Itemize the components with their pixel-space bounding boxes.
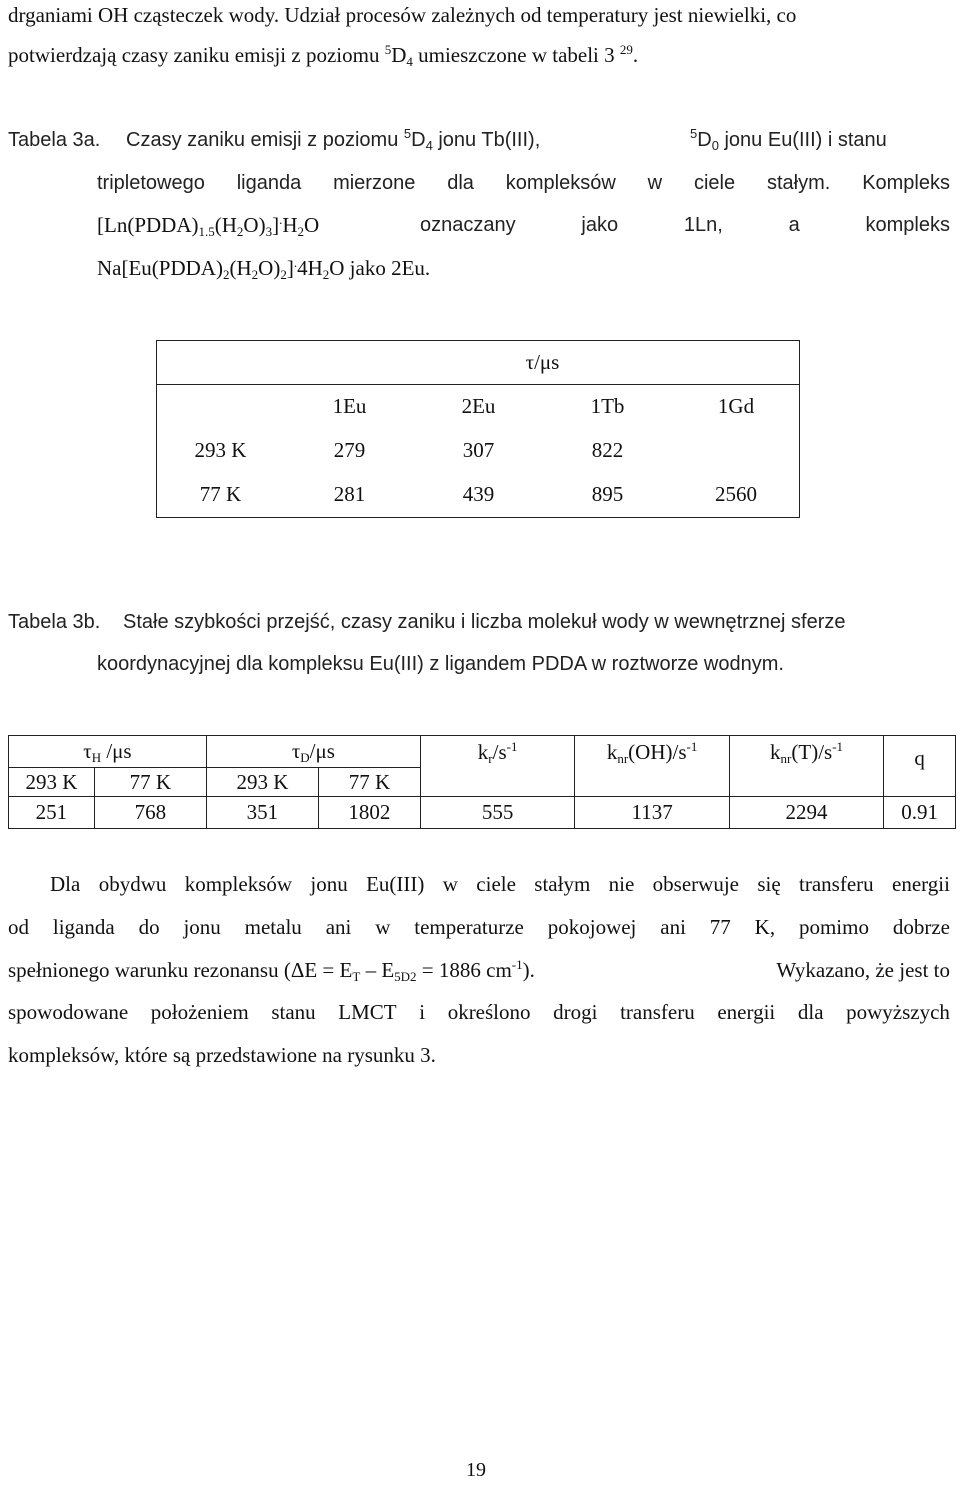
table-row <box>156 340 800 384</box>
paragraph-line-5: kompleksów, które są przedstawione na rysunku 3. <box>8 1043 436 1067</box>
caption-3b-line-2: koordynacyjnej dla kompleksu Eu(III) z ligandem PDDA w roztworze wodnym. <box>97 653 784 675</box>
table-3a-label: Tabela 3a. <box>8 129 101 151</box>
table-cell: 351 <box>206 797 318 829</box>
paragraph-line-1: Dla obydwu kompleksów jonu Eu(III) w ciele stałym nie obserwuje się transferu energii <box>50 872 950 896</box>
table-cell: 555 <box>420 797 574 829</box>
column-header-tau-d: $\tau_D/\mu s$ <box>206 736 420 768</box>
table-cell: 768 <box>94 797 206 829</box>
caption-3a-line-1b: $^5D_0$ jonu Eu(III) i stanu <box>690 126 887 153</box>
table-cell: 895 <box>591 481 624 506</box>
column-header-1tb: 1Tb <box>590 393 625 418</box>
intro-line-2: potwierdzają czasy zaniku emisji z poziomu $^5D_4$ umieszczone w tabeli 3 $^{29}$. <box>8 42 639 69</box>
column-header-tau-h: $\tau_H$ /μs <box>9 736 207 768</box>
temp-header: 77 K <box>318 768 420 797</box>
column-header-1eu: 1Eu <box>332 393 367 418</box>
table-cell: 251 <box>9 797 95 829</box>
intro-line-1: drganiami OH cząsteczek wody. Udział procesów zależnych od temperatury jest niewielki, co <box>8 3 797 27</box>
row-label: 293 K <box>194 437 247 462</box>
table-cell: 2294 <box>729 797 883 829</box>
table-3a-header: τ/μs <box>525 349 560 374</box>
table-3b-label: Tabela 3b. <box>8 611 101 633</box>
table-row <box>156 472 800 516</box>
caption-3a-line-1: Czasy zaniku emisji z poziomu $^5D_4$ jonu Tb(III), <box>126 126 541 153</box>
temp-header: 293 K <box>9 768 95 797</box>
table-3a-divider <box>156 384 800 385</box>
temp-header: 77 K <box>94 768 206 797</box>
temp-header: 293 K <box>206 768 318 797</box>
table-cell: 307 <box>462 437 495 462</box>
table-row <box>156 384 800 428</box>
table-3a-divider <box>156 384 157 516</box>
table-row <box>156 428 800 472</box>
table-cell: 2560 <box>715 481 757 506</box>
caption-3a-line-3: oznaczany jako 1Ln, a kompleks <box>420 214 950 236</box>
table-cell: 439 <box>462 481 495 506</box>
table-3b <box>8 735 956 829</box>
row-label: 77 K <box>199 481 242 506</box>
column-header-1gd: 1Gd <box>717 393 755 418</box>
caption-3a-line-2: tripletowego liganda mierzone dla kompleksów w ciele stałym. Kompleks <box>97 172 950 194</box>
column-header-2eu: 2Eu <box>461 393 496 418</box>
table-cell: 281 <box>333 481 366 506</box>
page-number: 19 <box>466 1459 486 1481</box>
caption-3a-formula-1: $[Ln(PDDA)_{1.5}(H_2O)_3]^.H_2O$ <box>97 212 320 239</box>
table-cell: 1137 <box>575 797 729 829</box>
table-cell: 822 <box>591 437 624 462</box>
table-row <box>9 736 956 768</box>
table-cell: 1802 <box>318 797 420 829</box>
table-cell <box>156 384 285 428</box>
table-cell: 0.91 <box>884 797 956 829</box>
paragraph-line-3b: Wykazano, że jest to <box>776 958 950 982</box>
table-cell <box>156 340 285 384</box>
column-header-q: q <box>884 736 956 797</box>
table-cell <box>672 428 800 472</box>
column-header-knr-oh: $k_{nr}(OH)/s^{-1}$ <box>575 736 729 797</box>
paragraph-line-4: spowodowane położeniem stanu LMCT i określono drogi transferu energii dla powyższych <box>8 1000 950 1024</box>
column-header-kr: $k_r/s^{-1}$ <box>420 736 574 797</box>
caption-3b-line-1: Stałe szybkości przejść, czasy zaniku i liczba molekuł wody w wewnętrznej sferze <box>123 611 846 633</box>
paragraph-line-2: od liganda do jonu metalu ani w temperaturze pokojowej ani 77 K, pomimo dobrze <box>8 915 950 939</box>
caption-3a-formula-2: $Na[Eu(PDDA)_2(H_2O)_2]^.4H_2O$ jako 2Eu. <box>97 255 431 282</box>
table-3a-divider <box>799 384 800 516</box>
table-row <box>9 797 956 829</box>
table-cell: 279 <box>333 437 366 462</box>
table-3a <box>156 340 800 516</box>
paragraph-line-3: spełnionego warunku rezonansu ($\Delta E = E_T - E_{5D2} = 1886$ $cm^{-1}$). <box>8 957 535 984</box>
column-header-knr-t: $k_{nr}(T)/s^{-1}$ <box>729 736 883 797</box>
